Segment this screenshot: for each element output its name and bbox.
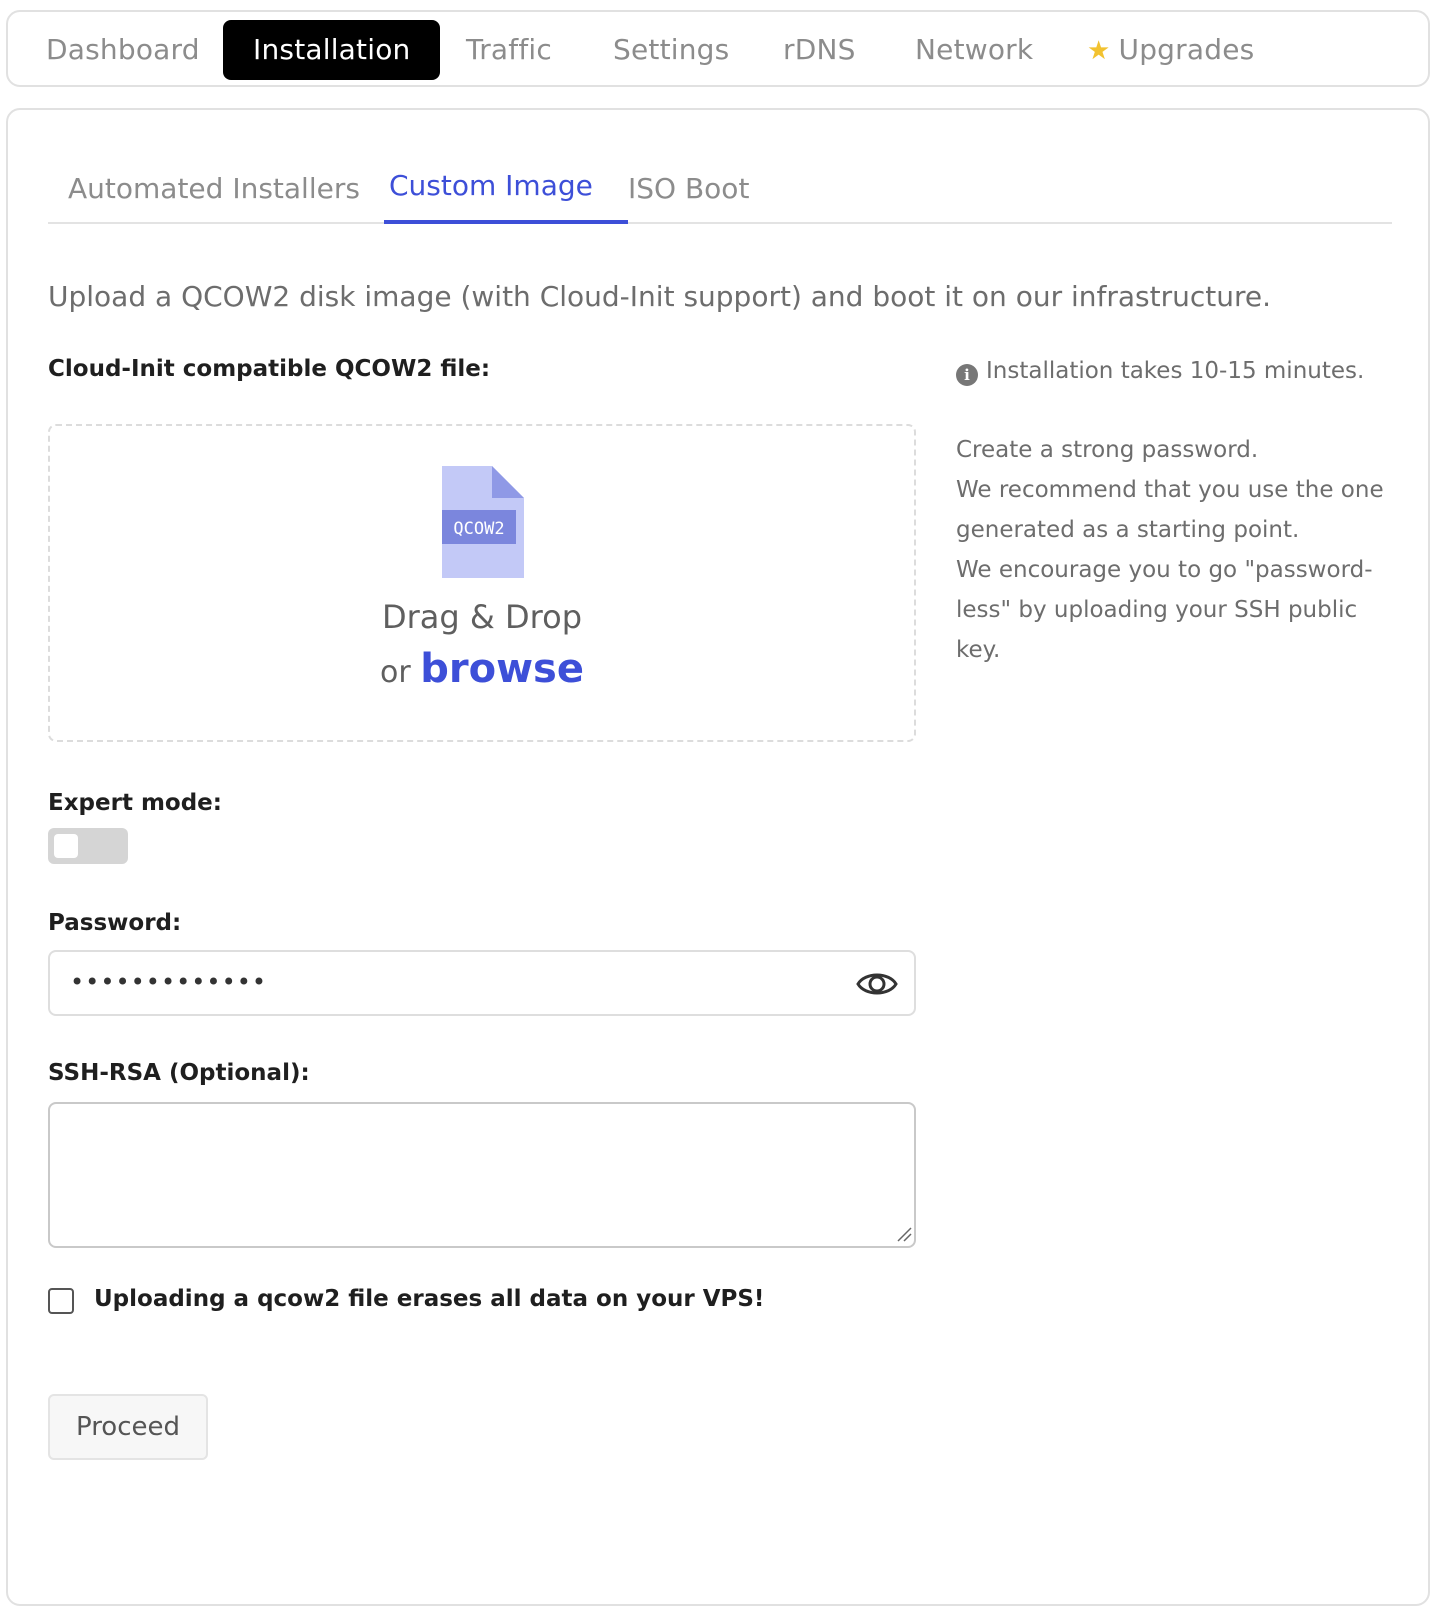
- erase-confirm-checkbox[interactable]: [48, 1288, 74, 1314]
- qcow2-file-icon: [442, 466, 524, 578]
- tab-upgrades-label: Upgrades: [1118, 33, 1255, 66]
- subtabs: [48, 150, 1392, 224]
- file-label: Cloud-Init compatible QCOW2 file:: [48, 356, 491, 382]
- browse-link[interactable]: browse: [420, 646, 584, 692]
- install-time-text: Installation takes 10-15 minutes.: [986, 358, 1365, 384]
- active-subtab-indicator: [384, 220, 628, 224]
- tab-settings[interactable]: Settings: [613, 33, 730, 66]
- installation-card: [6, 108, 1430, 1606]
- tab-network[interactable]: Network: [915, 33, 1034, 66]
- subtab-iso-boot[interactable]: ISO Boot: [628, 172, 750, 205]
- hint-line: Create a strong password.: [956, 437, 1259, 463]
- hint-line: We recommend that you use the one generated as a starting point.: [956, 477, 1384, 543]
- file-badge-text: QCOW2: [453, 519, 505, 539]
- password-value: •••••••••••••: [70, 968, 268, 996]
- password-label: Password:: [48, 910, 182, 936]
- hint-line: We encourage you to go "password-less" by uploading your SSH public key.: [956, 557, 1373, 663]
- drag-drop-text: Drag & Drop: [382, 598, 582, 636]
- ssh-key-textarea[interactable]: [48, 1102, 916, 1248]
- file-dropzone[interactable]: [48, 424, 916, 742]
- tab-rdns[interactable]: rDNS: [783, 33, 856, 66]
- star-icon: ★: [1087, 36, 1111, 66]
- expert-mode-label: Expert mode:: [48, 790, 222, 816]
- password-field[interactable]: [48, 950, 916, 1016]
- subtab-automated-installers[interactable]: Automated Installers: [68, 172, 360, 205]
- tab-traffic[interactable]: Traffic: [466, 33, 552, 66]
- tab-dashboard[interactable]: Dashboard: [46, 33, 200, 66]
- or-text: or: [380, 655, 411, 690]
- subtab-custom-image[interactable]: Custom Image: [389, 169, 593, 202]
- tab-upgrades[interactable]: [1087, 20, 1254, 80]
- info-icon: i: [956, 364, 978, 386]
- erase-confirm-label[interactable]: Uploading a qcow2 file erases all data on your VPS!: [94, 1286, 765, 1312]
- eye-icon[interactable]: [856, 966, 898, 1002]
- intro-text: Upload a QCOW2 disk image (with Cloud-Init support) and boot it on our infrastructure.: [48, 280, 1272, 313]
- toggle-knob: [54, 834, 78, 858]
- password-hint: [956, 430, 1396, 670]
- tab-installation[interactable]: Installation: [223, 20, 440, 80]
- install-time-note: [956, 358, 1364, 386]
- or-browse-line: [50, 646, 914, 692]
- ssh-label: SSH-RSA (Optional):: [48, 1060, 310, 1086]
- expert-mode-toggle[interactable]: [48, 828, 128, 864]
- proceed-button[interactable]: Proceed: [48, 1394, 208, 1460]
- resize-handle-icon[interactable]: [896, 1226, 912, 1242]
- top-nav: [6, 10, 1430, 87]
